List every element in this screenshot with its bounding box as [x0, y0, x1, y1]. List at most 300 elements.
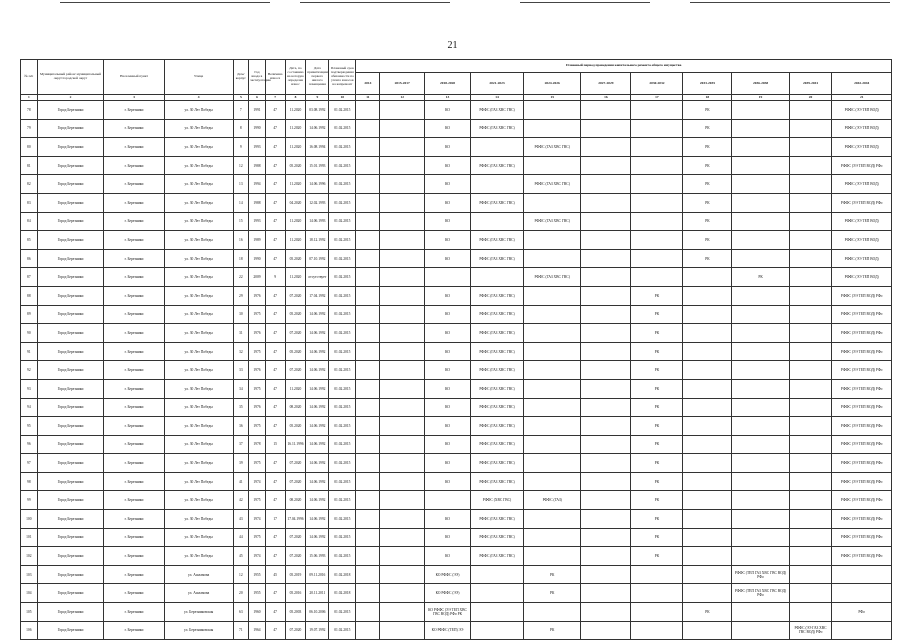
house-cell: 9	[233, 138, 249, 157]
period-2030-2032	[631, 565, 683, 584]
period-2021-2023: РФФС (ГАЗ ХВС ГВС)	[470, 417, 523, 436]
period-2018-2020	[425, 268, 471, 287]
period-2042-2044: РФФС (ЭЭ ТЕП ВОД)	[832, 212, 892, 231]
table-body	[21, 101, 892, 640]
period-2039-2041	[789, 119, 832, 138]
table-row	[21, 435, 892, 454]
period-2018-2020: КО	[425, 547, 471, 566]
period-2036-2038	[732, 193, 789, 212]
year-cell: 1976	[249, 286, 266, 305]
year-cell: 1978	[249, 435, 266, 454]
privatization-date-cell: 03.08.1992	[306, 101, 329, 120]
house-cell: 12	[233, 156, 249, 175]
settlement-cell: г. Березники	[104, 212, 164, 231]
period-2033-2035	[683, 491, 732, 510]
period-2039-2041	[789, 565, 832, 584]
privatization-date-cell: 15.01.1993	[306, 156, 329, 175]
top-border-line	[690, 2, 890, 3]
wear-date-cell: 07.2020	[285, 528, 306, 547]
period-2018-2020: КО	[425, 417, 471, 436]
privatization-date-cell: 14.06.1992	[306, 361, 329, 380]
year-cell: 1975	[249, 417, 266, 436]
period-2030-2032: РК	[631, 528, 683, 547]
period-2033-2035	[683, 565, 732, 584]
street-cell: ул. 30 Лет Победы	[164, 547, 233, 566]
period-2014	[356, 101, 380, 120]
period-2018-2020: КО	[425, 528, 471, 547]
district-cell: Город Березники	[37, 268, 104, 287]
deadline-cell: 01.02.2015	[329, 528, 356, 547]
wear-cell: 47	[265, 491, 285, 510]
street-cell: ул. Березниковская	[164, 621, 233, 640]
period-2033-2035: РК	[683, 119, 732, 138]
settlement-cell: г. Березники	[104, 175, 164, 194]
privatization-date-cell: 09.11.2016	[306, 565, 329, 584]
period-2024-2026: РФФС (ГАЗ ХВС ГВС)	[524, 212, 581, 231]
period-2018-2020: КО	[425, 193, 471, 212]
year-cell: 1976	[249, 398, 266, 417]
wear-cell: 45	[265, 565, 285, 584]
period-2036-2038	[732, 417, 789, 436]
period-2015-2017	[380, 565, 425, 584]
year-cell: 1974	[249, 547, 266, 566]
period-2014	[356, 138, 380, 157]
period-2027-2029	[581, 305, 631, 324]
district-cell: Город Березники	[37, 324, 104, 343]
wear-date-cell: 05.2020	[285, 156, 306, 175]
column-index: 9	[306, 95, 329, 101]
period-2039-2041	[789, 101, 832, 120]
wear-date-cell: 08.2020	[285, 491, 306, 510]
period-2042-2044: РФФС (ЭЭ ТЕП ВОД)	[832, 101, 892, 120]
period-2030-2032	[631, 212, 683, 231]
period-2014	[356, 528, 380, 547]
district-cell: Город Березники	[37, 249, 104, 268]
period-2021-2023: РФФС (ГАЗ ХВС ГВС)	[470, 454, 523, 473]
period-2030-2032	[631, 231, 683, 250]
header-period: 2018-2020	[425, 73, 471, 95]
period-2024-2026	[524, 119, 581, 138]
house-cell: 41	[233, 472, 249, 491]
period-2021-2023: РФФС (ГАЗ ХВС ГВС)	[470, 472, 523, 491]
period-2018-2020: КО РФФС (ЭЭ)	[425, 584, 471, 603]
district-cell: Город Березники	[37, 547, 104, 566]
deadline-cell: 01.02.2018	[329, 584, 356, 603]
header-period: 2030-2032	[631, 73, 683, 95]
deadline-cell: 01.02.2015	[329, 286, 356, 305]
settlement-cell: г. Березники	[104, 193, 164, 212]
period-2039-2041	[789, 510, 832, 529]
period-2033-2035: РК	[683, 231, 732, 250]
year-cell: 1975	[249, 454, 266, 473]
period-2039-2041	[789, 268, 832, 287]
house-cell: 20	[233, 584, 249, 603]
privatization-date-cell: 14.06.1992	[306, 435, 329, 454]
period-2024-2026	[524, 528, 581, 547]
house-cell: 39	[233, 454, 249, 473]
period-2014	[356, 175, 380, 194]
column-index: 12	[380, 95, 425, 101]
street-cell: ул. 30 Лет Победы	[164, 379, 233, 398]
period-2014	[356, 510, 380, 529]
top-border-line	[520, 2, 650, 3]
column-index: 15	[524, 95, 581, 101]
period-2033-2035: РК	[683, 249, 732, 268]
period-2027-2029	[581, 565, 631, 584]
period-2033-2035	[683, 621, 732, 640]
period-2021-2023: РФФС (ГАЗ ХВС ГВС)	[470, 547, 523, 566]
period-2030-2032	[631, 119, 683, 138]
period-2027-2029	[581, 156, 631, 175]
row-number: 104	[21, 584, 38, 603]
district-cell: Город Березники	[37, 305, 104, 324]
period-2024-2026: РФФС (ГАЗ ХВС ГВС)	[524, 138, 581, 157]
privatization-date-cell: 06.10.2006	[306, 603, 329, 622]
period-2014	[356, 212, 380, 231]
period-2015-2017	[380, 156, 425, 175]
period-2042-2044: РФФС (ЭЭ ТЕП ВОД)	[832, 268, 892, 287]
period-2014	[356, 342, 380, 361]
period-2015-2017	[380, 212, 425, 231]
period-2036-2038	[732, 231, 789, 250]
header-wear: Величина износа	[265, 60, 285, 95]
wear-cell: 47	[265, 156, 285, 175]
period-2018-2020: КО	[425, 119, 471, 138]
wear-cell: 17	[265, 510, 285, 529]
wear-date-cell: 05.2019	[285, 565, 306, 584]
table-row	[21, 212, 892, 231]
table-row	[21, 156, 892, 175]
period-2027-2029	[581, 286, 631, 305]
period-2021-2023: РФФС (ГАЗ ХВС ГВС)	[470, 305, 523, 324]
table-row	[21, 603, 892, 622]
privatization-date-cell: 07.10.1992	[306, 249, 329, 268]
period-2027-2029	[581, 528, 631, 547]
period-2015-2017	[380, 417, 425, 436]
year-cell: 1975	[249, 342, 266, 361]
period-2042-2044: РФФС (ЭЭ ТЕП ВОД) РФо	[832, 435, 892, 454]
settlement-cell: г. Березники	[104, 361, 164, 380]
deadline-cell: 01.02.2015	[329, 454, 356, 473]
row-number: 93	[21, 379, 38, 398]
deadline-cell: 01.02.2015	[329, 472, 356, 491]
row-number: 81	[21, 156, 38, 175]
period-2042-2044	[832, 565, 892, 584]
header-privatization-date: Дата приватизации первого жилого помещения	[306, 60, 329, 95]
period-2018-2020	[425, 491, 471, 510]
period-2042-2044: РФФС (ЭЭ ТЕП ВОД) РФо	[832, 379, 892, 398]
period-2042-2044: РФФС (ЭЭ ТЕП ВОД)	[832, 249, 892, 268]
wear-cell: 47	[265, 119, 285, 138]
period-2027-2029	[581, 435, 631, 454]
period-2024-2026	[524, 249, 581, 268]
privatization-date-cell: 14.06.1992	[306, 398, 329, 417]
street-cell: ул. 30 Лет Победы	[164, 286, 233, 305]
period-2036-2038	[732, 101, 789, 120]
period-2015-2017	[380, 101, 425, 120]
privatization-date-cell: 18.12.1992	[306, 231, 329, 250]
period-2021-2023: РФФС (ХВС ГВС)	[470, 491, 523, 510]
row-number: 82	[21, 175, 38, 194]
period-2014	[356, 324, 380, 343]
period-2021-2023	[470, 212, 523, 231]
street-cell: ул. Ашламова	[164, 584, 233, 603]
period-2030-2032: РК	[631, 342, 683, 361]
period-2036-2038	[732, 324, 789, 343]
column-index: 20	[789, 95, 832, 101]
period-2015-2017	[380, 603, 425, 622]
year-cell: 1993	[249, 212, 266, 231]
year-cell: 1975	[249, 379, 266, 398]
house-cell: 18	[233, 249, 249, 268]
period-2015-2017	[380, 547, 425, 566]
period-2027-2029	[581, 398, 631, 417]
wear-date-cell: 07.2020	[285, 286, 306, 305]
wear-cell: 47	[265, 603, 285, 622]
column-index: 16	[581, 95, 631, 101]
street-cell: ул. 30 Лет Победы	[164, 398, 233, 417]
period-2018-2020: КО РФФС (ЭЭ ТЕП ХВС ГВС ВОД) РФо РК	[425, 603, 471, 622]
period-2039-2041	[789, 212, 832, 231]
wear-cell: 9	[265, 268, 285, 287]
period-2033-2035	[683, 435, 732, 454]
deadline-cell: 01.02.2015	[329, 138, 356, 157]
period-2030-2032	[631, 138, 683, 157]
period-2027-2029	[581, 361, 631, 380]
period-2014	[356, 119, 380, 138]
period-2018-2020: КО РФФС (ТЕП) ЭЭ	[425, 621, 471, 640]
settlement-cell: г. Березники	[104, 417, 164, 436]
privatization-date-cell: 14.06.1992	[306, 510, 329, 529]
privatization-date-cell: 14.06.1992	[306, 305, 329, 324]
period-2036-2038	[732, 491, 789, 510]
period-2021-2023: РФФС (ГАЗ ХВС ГВС)	[470, 156, 523, 175]
wear-cell: 47	[265, 528, 285, 547]
period-2033-2035	[683, 454, 732, 473]
district-cell: Город Березники	[37, 472, 104, 491]
street-cell: ул. 30 Лет Победы	[164, 324, 233, 343]
period-2015-2017	[380, 379, 425, 398]
period-2033-2035	[683, 528, 732, 547]
period-2039-2041	[789, 342, 832, 361]
period-2024-2026: РК	[524, 565, 581, 584]
period-2027-2029	[581, 454, 631, 473]
settlement-cell: г. Березники	[104, 528, 164, 547]
privatization-date-cell: 20.11.2011	[306, 584, 329, 603]
deadline-cell: 01.02.2015	[329, 435, 356, 454]
period-2024-2026	[524, 193, 581, 212]
table-row	[21, 268, 892, 287]
year-cell: 1990	[249, 119, 266, 138]
settlement-cell: г. Березники	[104, 231, 164, 250]
settlement-cell: г. Березники	[104, 138, 164, 157]
period-2033-2035	[683, 417, 732, 436]
district-cell: Город Березники	[37, 175, 104, 194]
period-2024-2026	[524, 379, 581, 398]
table-row	[21, 361, 892, 380]
period-2024-2026: РК	[524, 621, 581, 640]
header-period: 2036-2038	[732, 73, 789, 95]
year-cell: 1989	[249, 231, 266, 250]
period-2027-2029	[581, 584, 631, 603]
period-2036-2038	[732, 249, 789, 268]
deadline-cell: 01.02.2015	[329, 212, 356, 231]
header-period: 2015-2017	[380, 73, 425, 95]
period-2024-2026: РФФС (ГАЗ ХВС ГВС)	[524, 175, 581, 194]
wear-cell: 47	[265, 286, 285, 305]
row-number: 97	[21, 454, 38, 473]
period-2030-2032	[631, 175, 683, 194]
house-cell: 16	[233, 231, 249, 250]
header-settlement: Населенный пункт	[104, 60, 164, 95]
period-2014	[356, 379, 380, 398]
period-2015-2017	[380, 435, 425, 454]
street-cell: ул. 30 Лет Победы	[164, 138, 233, 157]
period-2027-2029	[581, 212, 631, 231]
privatization-date-cell: 14.06.1992	[306, 472, 329, 491]
period-2021-2023	[470, 603, 523, 622]
period-2030-2032: РК	[631, 379, 683, 398]
column-index: 18	[683, 95, 732, 101]
wear-date-cell: 07.2020	[285, 621, 306, 640]
wear-date-cell: 05.2020	[285, 342, 306, 361]
year-cell: 1960	[249, 603, 266, 622]
period-2027-2029	[581, 175, 631, 194]
wear-date-cell: 11.2020	[285, 268, 306, 287]
privatization-date-cell: 14.06.1992	[306, 119, 329, 138]
period-2021-2023	[470, 268, 523, 287]
row-number: 100	[21, 510, 38, 529]
period-2042-2044: РФФС (ЭЭ ТЕП ВОД) РФо	[832, 156, 892, 175]
wear-date-cell: 17.04.1996	[285, 510, 306, 529]
period-2027-2029	[581, 491, 631, 510]
wear-date-cell: 11.2020	[285, 175, 306, 194]
period-2030-2032	[631, 621, 683, 640]
header-period: 2024-2026	[524, 73, 581, 95]
period-2030-2032	[631, 101, 683, 120]
header-period: 2042-2044	[832, 73, 892, 95]
period-2030-2032: РК	[631, 435, 683, 454]
period-2030-2032: РК	[631, 305, 683, 324]
period-2042-2044: РФФС (ЭЭ ТЕП ВОД) РФо	[832, 193, 892, 212]
period-2036-2038	[732, 510, 789, 529]
settlement-cell: г. Березники	[104, 324, 164, 343]
period-2018-2020: КО	[425, 305, 471, 324]
period-2039-2041	[789, 175, 832, 194]
settlement-cell: г. Березники	[104, 305, 164, 324]
deadline-cell: 01.02.2015	[329, 603, 356, 622]
table-row	[21, 324, 892, 343]
row-number: 87	[21, 268, 38, 287]
period-2024-2026	[524, 603, 581, 622]
period-2014	[356, 268, 380, 287]
period-2033-2035	[683, 472, 732, 491]
row-number: 86	[21, 249, 38, 268]
deadline-cell: 01.02.2015	[329, 547, 356, 566]
column-index: 1	[21, 95, 38, 101]
deadline-cell: 01.02.2015	[329, 193, 356, 212]
period-2024-2026	[524, 510, 581, 529]
column-index: 6	[249, 95, 266, 101]
table-row	[21, 119, 892, 138]
year-cell: 1994	[249, 175, 266, 194]
period-2015-2017	[380, 249, 425, 268]
settlement-cell: г. Березники	[104, 379, 164, 398]
privatization-date-cell: 12.02.1993	[306, 193, 329, 212]
header-period: 2027-2029	[581, 73, 631, 95]
wear-cell: 47	[265, 231, 285, 250]
period-2036-2038	[732, 454, 789, 473]
district-cell: Город Березники	[37, 138, 104, 157]
period-2036-2038	[732, 138, 789, 157]
period-2039-2041	[789, 398, 832, 417]
period-2036-2038	[732, 603, 789, 622]
settlement-cell: г. Березники	[104, 510, 164, 529]
period-2030-2032: РК	[631, 547, 683, 566]
period-2030-2032	[631, 193, 683, 212]
year-cell: 1993	[249, 138, 266, 157]
period-2014	[356, 454, 380, 473]
period-2039-2041	[789, 472, 832, 491]
house-cell: 15	[233, 212, 249, 231]
district-cell: Город Березники	[37, 417, 104, 436]
district-cell: Город Березники	[37, 342, 104, 361]
period-2039-2041	[789, 454, 832, 473]
period-2027-2029	[581, 119, 631, 138]
capital-repair-table	[20, 59, 892, 640]
period-2021-2023: РФФС (ГАЗ ХВС ГВС)	[470, 119, 523, 138]
district-cell: Город Березники	[37, 491, 104, 510]
deadline-cell: 01.02.2015	[329, 510, 356, 529]
period-2014	[356, 621, 380, 640]
privatization-date-cell: 19.07.1992	[306, 621, 329, 640]
period-2027-2029	[581, 101, 631, 120]
deadline-cell: 01.02.2015	[329, 231, 356, 250]
deadline-cell: 01.02.2015	[329, 417, 356, 436]
column-index: 13	[425, 95, 471, 101]
period-2015-2017	[380, 324, 425, 343]
house-cell: 13	[233, 175, 249, 194]
period-2014	[356, 491, 380, 510]
deadline-cell: 01.02.2015	[329, 398, 356, 417]
period-2015-2017	[380, 119, 425, 138]
deadline-cell: 01.02.2015	[329, 379, 356, 398]
house-cell: 36	[233, 417, 249, 436]
period-2030-2032: РК	[631, 491, 683, 510]
wear-date-cell: 16.11.1996	[285, 435, 306, 454]
period-2024-2026	[524, 472, 581, 491]
street-cell: ул. 30 Лет Победы	[164, 491, 233, 510]
period-2036-2038	[732, 435, 789, 454]
period-2024-2026	[524, 101, 581, 120]
wear-date-cell: 08.2020	[285, 398, 306, 417]
period-2042-2044: РФФС (ЭЭ ТЕП ВОД)	[832, 119, 892, 138]
street-cell: ул. 30 Лет Победы	[164, 231, 233, 250]
period-2033-2035	[683, 510, 732, 529]
privatization-date-cell: отсутствует	[306, 268, 329, 287]
deadline-cell: 01.02.2015	[329, 361, 356, 380]
period-2033-2035: РК	[683, 603, 732, 622]
district-cell: Город Березники	[37, 119, 104, 138]
period-2042-2044: РФФС (ЭЭ ТЕП ВОД)	[832, 138, 892, 157]
row-number: 91	[21, 342, 38, 361]
street-cell: ул. 30 Лет Победы	[164, 101, 233, 120]
period-2027-2029	[581, 547, 631, 566]
settlement-cell: г. Березники	[104, 249, 164, 268]
period-2014	[356, 156, 380, 175]
period-2042-2044: РФФС (ЭЭ ТЕП ВОД) РФо	[832, 324, 892, 343]
period-2042-2044: РФФС (ЭЭ ТЕП ВОД) РФо	[832, 361, 892, 380]
